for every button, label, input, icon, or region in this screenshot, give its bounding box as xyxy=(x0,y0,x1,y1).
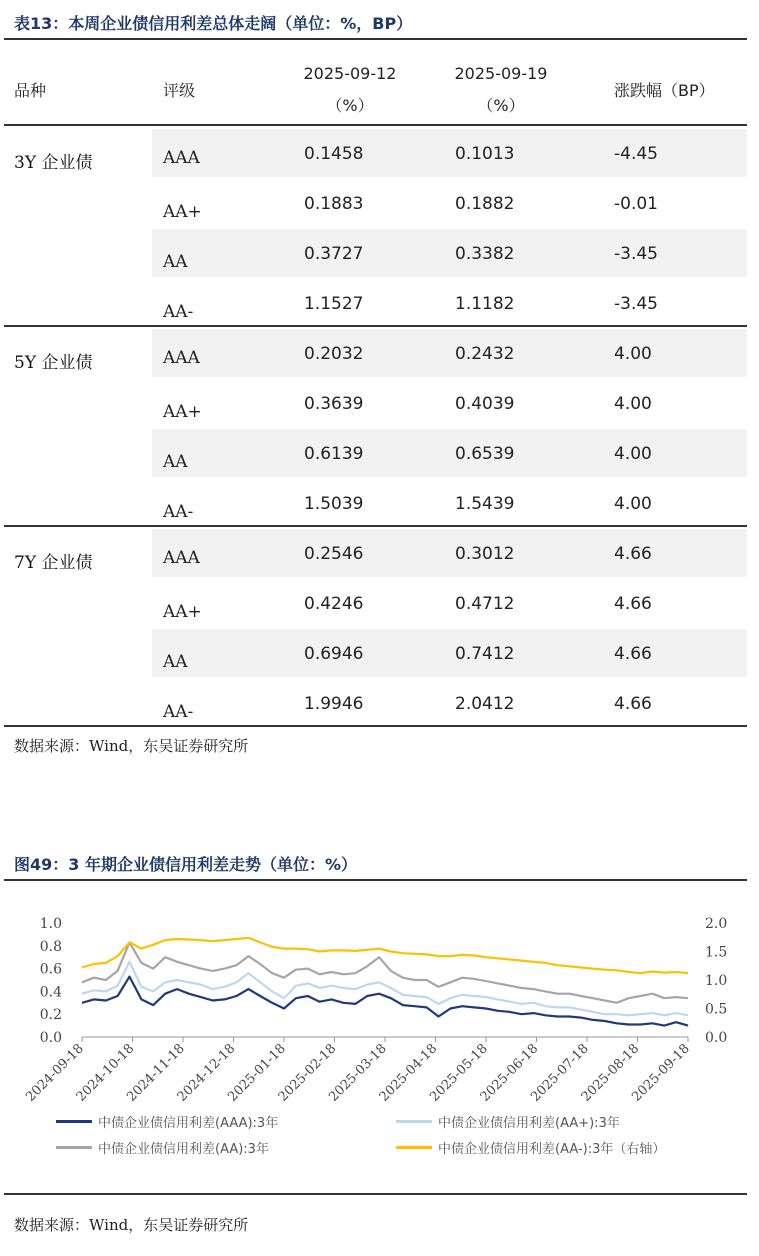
x-tick-label: 2025-01-18 xyxy=(225,1041,289,1105)
y-left-tick-label: 0.2 xyxy=(39,1007,62,1024)
header-variety: 品种 xyxy=(14,81,47,100)
cell-value-0912: 1.9946 xyxy=(304,694,364,714)
x-tick-label: 2024-12-18 xyxy=(174,1041,239,1105)
cell-rating: AAA xyxy=(163,348,200,368)
x-tick-label: 2025-04-18 xyxy=(376,1041,441,1105)
y-left-tick-label: 0.8 xyxy=(39,938,62,955)
cell-value-0919: 1.5439 xyxy=(455,494,515,514)
cell-value-0919: 0.3012 xyxy=(455,544,515,564)
cell-rating: AA- xyxy=(163,302,194,322)
x-tick-label: 2024-09-18 xyxy=(23,1041,87,1105)
row-band xyxy=(152,629,747,677)
cell-value-0919: 0.2432 xyxy=(455,344,515,364)
table-bottom-rule xyxy=(4,725,747,727)
cell-rating: AA+ xyxy=(163,602,202,622)
cell-value-0919: 0.6539 xyxy=(455,444,515,464)
cell-value-0912: 0.2546 xyxy=(304,544,364,564)
group-label: 5Y 企业债 xyxy=(14,353,93,373)
cell-value-0912: 0.2032 xyxy=(304,344,364,364)
x-tick-label: 2025-05-18 xyxy=(427,1041,491,1105)
cell-change: 4.00 xyxy=(614,394,652,414)
header-bottom-rule xyxy=(4,124,747,126)
series-line-2 xyxy=(82,942,688,1002)
cell-value-0919: 0.4039 xyxy=(455,394,515,414)
x-tick-label: 2025-08-18 xyxy=(578,1041,643,1105)
table-title: 表13：本周企业债信用利差总体走阔（单位：%，BP） xyxy=(14,14,413,33)
cell-change: -3.45 xyxy=(614,244,658,264)
cell-change: 4.66 xyxy=(614,544,652,564)
row-band xyxy=(152,429,747,477)
cell-value-0919: 0.3382 xyxy=(455,244,515,264)
header-date2-unit: （%） xyxy=(477,96,525,115)
cell-rating: AA xyxy=(163,452,188,472)
x-tick-label: 2024-10-18 xyxy=(73,1041,138,1105)
cell-value-0912: 0.6946 xyxy=(304,644,364,664)
legend-label: 中债企业债信用利差(AA+):3年 xyxy=(438,1116,620,1131)
y-right-tick-label: 0.0 xyxy=(705,1030,728,1046)
cell-change: 4.66 xyxy=(614,594,652,614)
cell-change: 4.66 xyxy=(614,694,652,714)
spread-line-chart xyxy=(0,905,759,1135)
cell-rating: AAA xyxy=(163,548,200,568)
cell-rating: AA- xyxy=(163,502,194,522)
row-band xyxy=(152,529,747,577)
cell-change: -4.45 xyxy=(614,144,658,164)
legend-item xyxy=(396,1112,620,1131)
legend-swatch xyxy=(56,1146,92,1149)
figure-bottom-rule xyxy=(4,1193,747,1195)
header-date1-unit: （%） xyxy=(326,96,374,115)
cell-change: 4.66 xyxy=(614,644,652,664)
row-band xyxy=(152,329,747,377)
cell-change: -3.45 xyxy=(614,294,658,314)
series-line-3 xyxy=(82,938,688,973)
cell-change: 4.00 xyxy=(614,494,652,514)
header-rating: 评级 xyxy=(163,81,196,100)
y-right-tick-label: 1.5 xyxy=(705,944,728,961)
cell-value-0912: 0.1883 xyxy=(304,194,364,214)
cell-value-0912: 1.1527 xyxy=(304,294,364,314)
cell-change: -0.01 xyxy=(614,194,658,214)
header-date2-label: 2025-09-19 xyxy=(454,64,548,83)
cell-value-0912: 0.4246 xyxy=(304,594,364,614)
y-right-tick-label: 1.0 xyxy=(705,973,728,989)
cell-value-0919: 2.0412 xyxy=(455,694,515,714)
cell-value-0919: 0.1013 xyxy=(455,144,515,164)
group-divider xyxy=(4,325,747,327)
y-left-tick-label: 0.4 xyxy=(39,984,62,1001)
x-tick-label: 2025-02-18 xyxy=(275,1041,340,1105)
legend-label: 中债企业债信用利差(AA-):3年（右轴） xyxy=(438,1142,666,1157)
cell-value-0912: 0.3727 xyxy=(304,244,364,264)
y-right-tick-label: 2.0 xyxy=(705,916,728,932)
legend-swatch xyxy=(56,1120,92,1123)
legend-item xyxy=(56,1138,269,1157)
y-left-tick-label: 1.0 xyxy=(39,916,62,932)
cell-value-0919: 0.4712 xyxy=(455,594,515,614)
legend-item xyxy=(396,1138,665,1157)
x-tick-label: 2025-09-18 xyxy=(629,1041,693,1105)
x-tick-label: 2025-07-18 xyxy=(528,1041,592,1105)
group-label: 3Y 企业债 xyxy=(14,153,93,173)
cell-value-0912: 1.5039 xyxy=(304,494,364,514)
cell-change: 4.00 xyxy=(614,344,652,364)
legend-swatch xyxy=(396,1146,432,1149)
cell-value-0912: 0.6139 xyxy=(304,444,364,464)
cell-rating: AA+ xyxy=(163,202,202,222)
cell-value-0919: 0.1882 xyxy=(455,194,515,214)
legend-swatch xyxy=(396,1120,432,1123)
cell-rating: AA xyxy=(163,252,188,272)
y-right-tick-label: 0.5 xyxy=(705,1001,728,1018)
cell-rating: AA- xyxy=(163,702,194,722)
cell-change: 4.00 xyxy=(614,444,652,464)
legend-label: 中债企业债信用利差(AA):3年 xyxy=(98,1142,269,1157)
cell-rating: AA+ xyxy=(163,402,202,422)
cell-value-0919: 1.1182 xyxy=(455,294,515,314)
x-tick-label: 2025-03-18 xyxy=(326,1041,390,1105)
table-source: 数据来源：Wind，东吴证券研究所 xyxy=(14,737,249,755)
header-date1-label: 2025-09-12 xyxy=(303,64,397,83)
figure-source: 数据来源：Wind，东吴证券研究所 xyxy=(14,1216,249,1234)
legend-item xyxy=(56,1112,278,1131)
header-change: 涨跌幅（BP） xyxy=(614,81,715,100)
header-date2 xyxy=(436,58,566,122)
legend-label: 中债企业债信用利差(AAA):3年 xyxy=(98,1116,279,1131)
cell-rating: AAA xyxy=(163,148,200,168)
y-left-tick-label: 0.6 xyxy=(39,961,62,978)
cell-value-0912: 0.3639 xyxy=(304,394,364,414)
y-left-tick-label: 0.0 xyxy=(39,1030,62,1046)
x-tick-label: 2024-11-18 xyxy=(124,1041,188,1105)
header-date1 xyxy=(285,58,415,122)
cell-value-0919: 0.7412 xyxy=(455,644,515,664)
cell-rating: AA xyxy=(163,652,188,672)
cell-value-0912: 0.1458 xyxy=(304,144,364,164)
figure-top-rule xyxy=(4,879,747,881)
table-top-rule xyxy=(4,38,747,40)
group-divider xyxy=(4,525,747,527)
x-tick-label: 2025-06-18 xyxy=(477,1041,542,1105)
group-label: 7Y 企业债 xyxy=(14,553,93,573)
figure-title: 图49：3 年期企业债信用利差走势（单位：%） xyxy=(14,855,358,874)
